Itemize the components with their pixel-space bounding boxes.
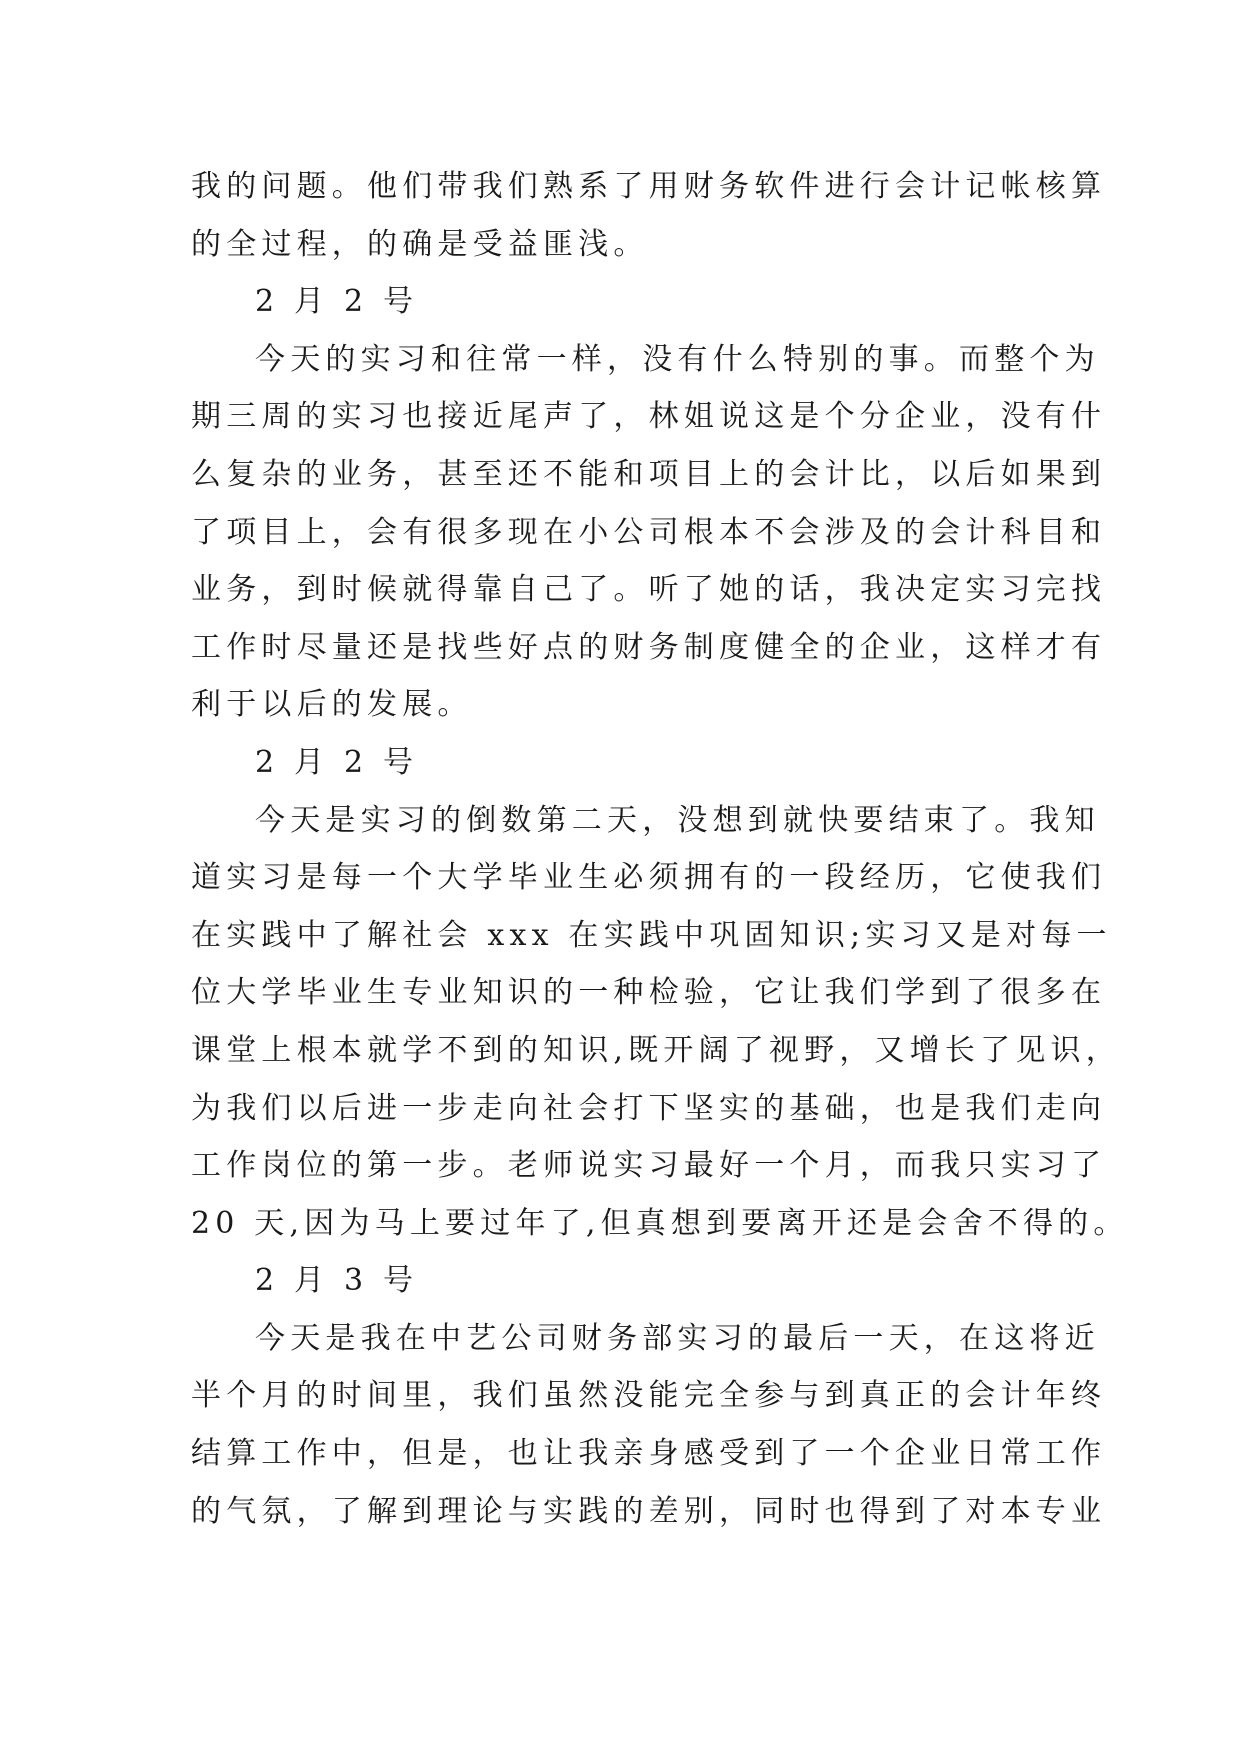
paragraph — [191, 331, 1107, 734]
text-line: 20 天,因为马上要过年了,但真想到要离开还是会舍不得的。 — [191, 1205, 1129, 1241]
text-line: 的气氛，了解到理论与实践的差别，同时也得到了对本专业 — [191, 1493, 1107, 1529]
text-line: 在实践中了解社会 xxx 在实践中巩固知识;实习又是对每一 — [191, 917, 1112, 953]
date-heading — [191, 273, 1053, 331]
text-line: 道实习是每一个大学毕业生必须拥有的一段经历，它使我们 — [191, 860, 1107, 896]
text-line: 结算工作中，但是，也让我亲身感受到了一个企业日常工作 — [191, 1436, 1107, 1472]
date-heading — [191, 734, 1053, 792]
text-line: 今天的实习和往常一样，没有什么特别的事。而整个为 — [255, 341, 1100, 377]
text-line: 今天是我在中艺公司财务部实习的最后一天，在这将近 — [255, 1320, 1100, 1356]
text-line: 么复杂的业务，甚至还不能和项目上的会计比，以后如果到 — [191, 456, 1107, 492]
text-line: 工作岗位的第一步。老师说实习最好一个月，而我只实习了 — [191, 1148, 1107, 1184]
document-body — [191, 158, 1129, 1540]
text-line: 今天是实习的倒数第二天，没想到就快要结束了。我知 — [255, 802, 1100, 838]
text-line: 利于以后的发展。 — [191, 687, 473, 723]
text-line: 课堂上根本就学不到的知识,既开阔了视野，又增长了见识， — [191, 1032, 1121, 1068]
date-label: 2 月 2 号 — [255, 284, 419, 320]
date-label: 2 月 2 号 — [255, 744, 419, 780]
date-heading — [191, 1252, 1053, 1310]
text-line: 期三周的实习也接近尾声了，林姐说这是个分企业，没有什 — [191, 399, 1107, 435]
paragraph — [191, 1310, 1107, 1540]
text-line: 业务，到时候就得靠自己了。听了她的话，我决定实习完找 — [191, 572, 1107, 608]
text-line: 位大学毕业生专业知识的一种检验，它让我们学到了很多在 — [191, 975, 1107, 1011]
text-line: 我的问题。他们带我们熟系了用财务软件进行会计记帐核算 — [191, 169, 1107, 204]
paragraph — [191, 158, 1107, 273]
text-line: 半个月的时间里，我们虽然没能完全参与到真正的会计年终 — [191, 1378, 1107, 1414]
text-line: 为我们以后进一步走向社会打下坚实的基础，也是我们走向 — [191, 1090, 1107, 1126]
text-line: 工作时尽量还是找些好点的财务制度健全的企业，这样才有 — [191, 629, 1107, 665]
date-label: 2 月 3 号 — [255, 1263, 419, 1299]
paragraph — [191, 792, 1129, 1253]
text-line: 了项目上，会有很多现在小公司根本不会涉及的会计科目和 — [191, 514, 1107, 550]
text-line: 的全过程，的确是受益匪浅。 — [191, 226, 649, 262]
